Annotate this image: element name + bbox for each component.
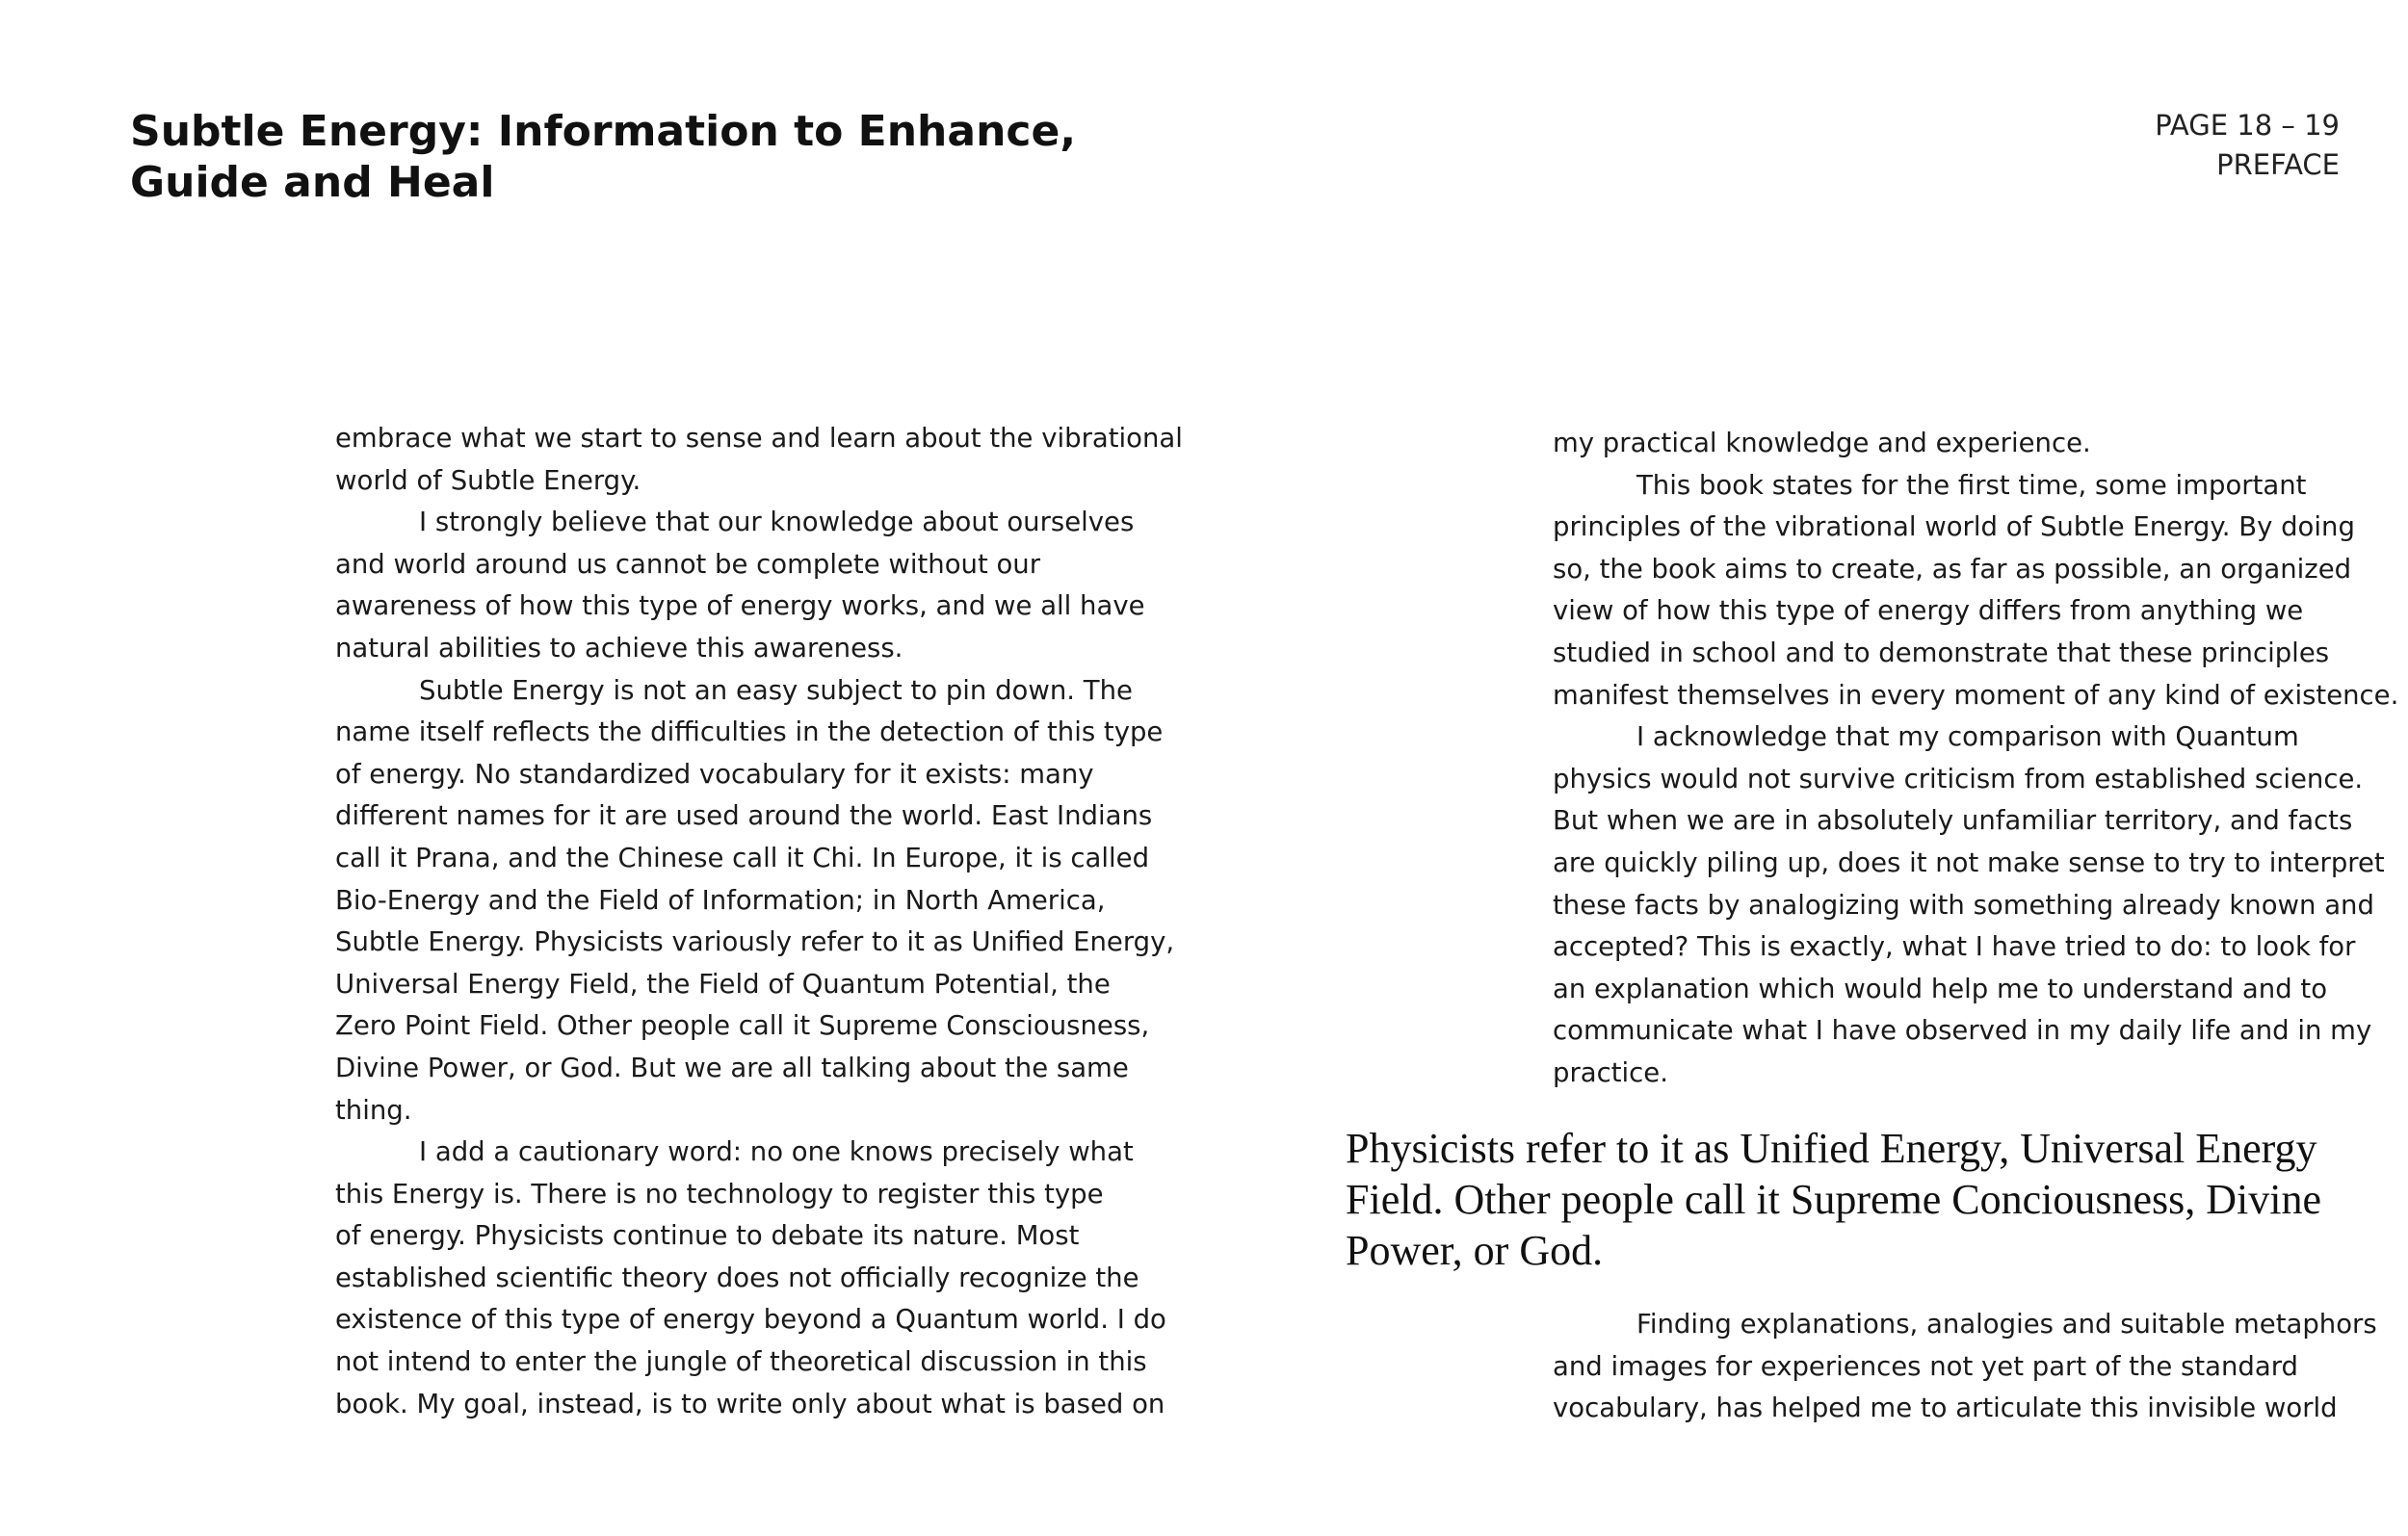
book-title-line: Guide and Heal xyxy=(130,158,495,207)
text-line: accepted? This is exactly, what I have tried to do: to look for xyxy=(1553,931,2356,963)
left-page-column xyxy=(335,418,1183,1425)
text-line: principles of the vibrational world of Subtle Energy. By doing xyxy=(1553,511,2355,543)
text-line: Universal Energy Field, the Field of Quantum Potential, the xyxy=(335,968,1111,1000)
text-line: studied in school and to demonstrate that these principles xyxy=(1553,637,2330,668)
text-line: not intend to enter the jungle of theoretical discussion in this xyxy=(335,1346,1147,1378)
text-line: name itself reflects the difficulties in the detection of this type xyxy=(335,716,1164,748)
pull-quote xyxy=(1346,1123,2321,1276)
text-line: established scientific theory does not officially recognize the xyxy=(335,1262,1139,1293)
pull-quote-line: Field. Other people call it Supreme Conciousness, Divine xyxy=(1346,1176,2322,1223)
text-line: This book states for the first time, some important xyxy=(1636,469,2307,501)
text-line: natural abilities to achieve this awareness. xyxy=(335,632,903,664)
text-line: manifest themselves in every moment of any kind of existence. xyxy=(1553,679,2399,711)
section-label: PREFACE xyxy=(2216,148,2340,181)
text-line: I add a cautionary word: no one knows precisely what xyxy=(419,1136,1134,1168)
page-range: PAGE 18 – 19 xyxy=(2155,109,2340,142)
text-line: these facts by analogizing with something already known and xyxy=(1553,889,2374,921)
text-line: Divine Power, or God. But we are all talking about the same xyxy=(335,1052,1129,1083)
text-line: different names for it are used around the world. East Indians xyxy=(335,800,1153,832)
text-line: book. My goal, instead, is to write only about what is based on xyxy=(335,1388,1165,1419)
text-line: I acknowledge that my comparison with Quantum xyxy=(1636,721,2299,753)
text-line: Finding explanations, analogies and suitable metaphors xyxy=(1636,1309,2377,1340)
pull-quote-line: Physicists refer to it as Unified Energy, Universal Energy xyxy=(1346,1125,2317,1172)
text-line: But when we are in absolutely unfamiliar territory, and facts xyxy=(1553,805,2353,837)
pull-quote-line: Power, or God. xyxy=(1346,1227,1604,1274)
book-title xyxy=(130,106,1076,208)
text-line: an explanation which would help me to understand and to xyxy=(1553,973,2328,1004)
text-line: practice. xyxy=(1553,1056,1668,1088)
text-line: embrace what we start to sense and learn about the vibrational xyxy=(335,423,1183,454)
page-info xyxy=(2155,106,2340,185)
text-line: vocabulary, has helped me to articulate this invisible world xyxy=(1553,1393,2338,1424)
text-line: are quickly piling up, does it not make sense to try to interpret xyxy=(1553,846,2385,878)
text-line: existence of this type of energy beyond a Quantum world. I do xyxy=(335,1304,1166,1336)
text-line: communicate what I have observed in my daily life and in my xyxy=(1553,1015,2372,1047)
text-line: awareness of how this type of energy works, and we all have xyxy=(335,590,1145,622)
text-line: thing. xyxy=(335,1094,412,1126)
text-line: I strongly believe that our knowledge about ourselves xyxy=(419,507,1135,538)
text-line: Subtle Energy. Physicists variously refer to it as Unified Energy, xyxy=(335,926,1175,958)
text-line: physics would not survive criticism from established science. xyxy=(1553,763,2364,794)
text-line: Zero Point Field. Other people call it Supreme Consciousness, xyxy=(335,1010,1150,1042)
right-page-column-top xyxy=(1553,423,2398,1095)
text-line: call it Prana, and the Chinese call it Chi. In Europe, it is called xyxy=(335,842,1150,873)
book-title-line: Subtle Energy: Information to Enhance, xyxy=(130,107,1077,156)
text-line: view of how this type of energy differs from anything we xyxy=(1553,595,2304,627)
text-line: this Energy is. There is no technology to register this type xyxy=(335,1178,1104,1210)
text-line: of energy. No standardized vocabulary for it exists: many xyxy=(335,758,1094,790)
text-line: and images for experiences not yet part of the standard xyxy=(1553,1350,2298,1382)
text-line: Bio-Energy and the Field of Information; in North America, xyxy=(335,884,1106,916)
text-line: world of Subtle Energy. xyxy=(335,464,641,496)
text-line: my practical knowledge and experience. xyxy=(1553,428,2091,458)
text-line: of energy. Physicists continue to debate its nature. Most xyxy=(335,1220,1080,1252)
text-line: Subtle Energy is not an easy subject to pin down. The xyxy=(419,674,1133,706)
right-page-column-bottom xyxy=(1553,1304,2377,1430)
text-line: and world around us cannot be complete without our xyxy=(335,548,1041,580)
text-line: so, the book aims to create, as far as possible, an organized xyxy=(1553,553,2352,585)
